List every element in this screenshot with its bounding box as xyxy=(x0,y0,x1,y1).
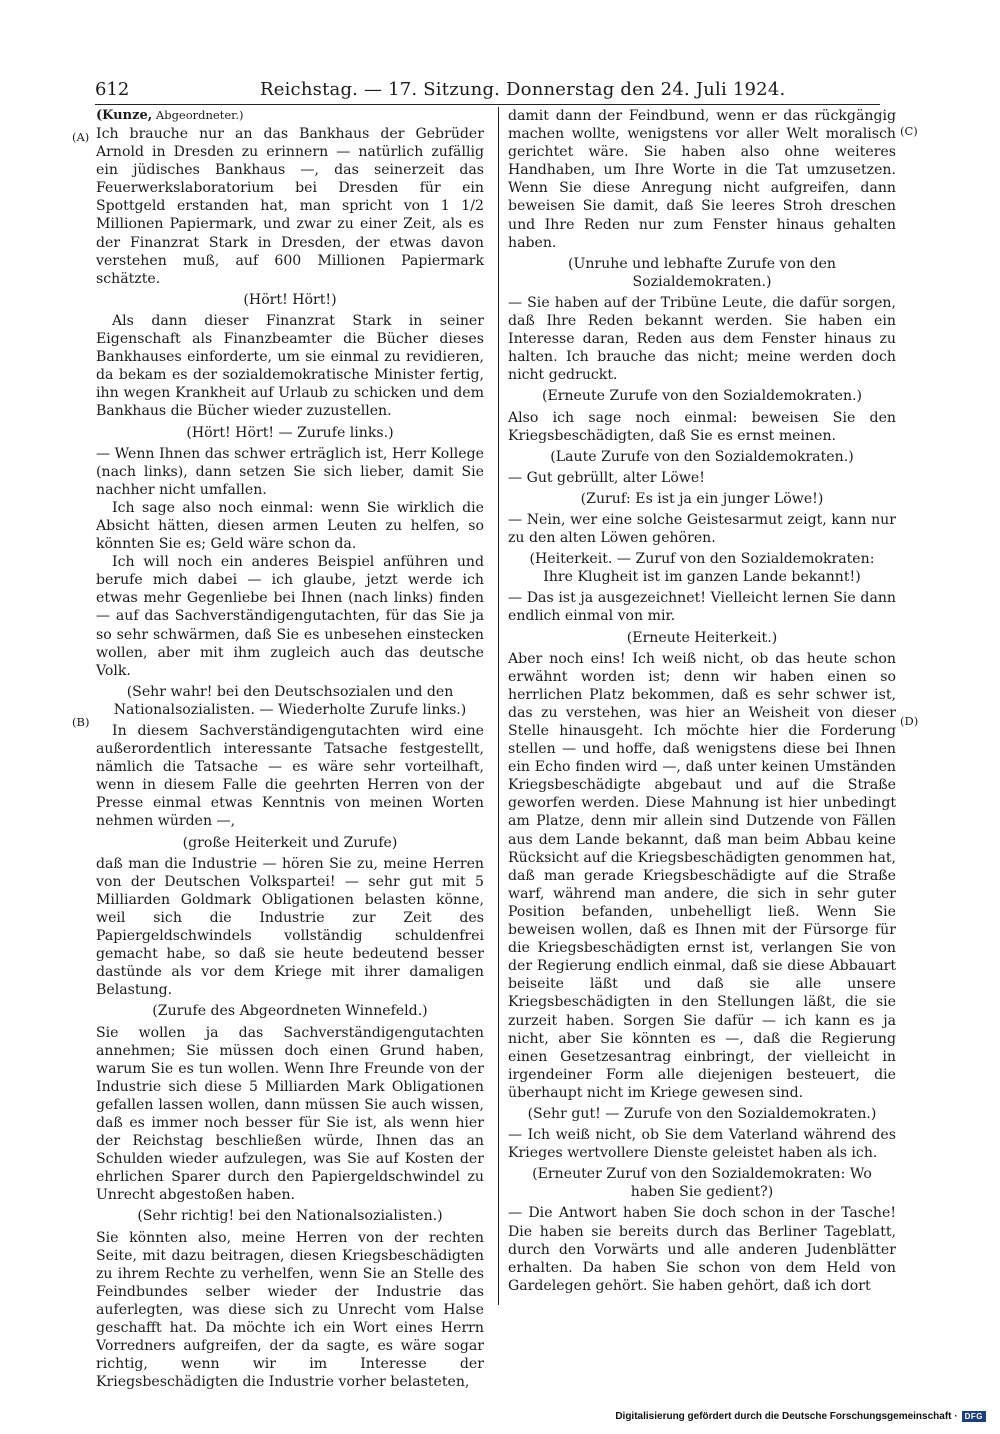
paragraph: — Nein, wer eine solche Geistesarmut zeigt, kann nur zu den alten Löwen gehören. xyxy=(508,511,896,547)
column-divider xyxy=(498,107,499,1305)
interjection: (Zurufe des Abgeordneten Winnefeld.) xyxy=(152,1003,428,1020)
dfg-logo: DFG xyxy=(962,1411,986,1422)
margin-marker-a: (A) xyxy=(72,130,90,144)
paragraph: — Gut gebrüllt, alter Löwe! xyxy=(508,469,705,486)
digitization-credit xyxy=(615,1411,986,1422)
running-title: Reichstag. — 17. Sitzung. Donnerstag den 24. Juli 1924. xyxy=(260,79,786,100)
interjection: (Sehr wahr! bei den Deutschsozialen und den Nationalsozialisten. — Wiederholte Zurufe links.) xyxy=(113,683,467,718)
paragraph: Sie könnten also, meine Herren von der rechten Seite, mit dazu beitragen, diesen Kriegsbeschädigten zu ihrem Rechte zu verhelfen, wenn Sie an Stelle des Feindbundes selber wieder der Industrie das auferlegten, was diese sich zu Unrecht vom Halse geschafft hat. Da möchte ich ein Wort eines Herrn Vorredners aufgreifen, der da sagte, es wäre sogar richtig, wenn wir im Interesse der Kriegsbeschädigten die Industrie vorher belasteten, xyxy=(96,1229,484,1391)
paragraph: — Das ist ja ausgezeichnet! Vielleicht lernen Sie dann endlich einmal von mir. xyxy=(508,590,896,625)
speaker-line xyxy=(96,107,484,124)
paragraph: Also ich sage noch einmal: beweisen Sie den Kriegsbeschädigten, daß Sie es ernst meinen. xyxy=(508,409,896,444)
interjection: (Erneute Heiterkeit.) xyxy=(626,629,778,646)
interjection: (Laute Zurufe von den Sozialdemokraten.) xyxy=(550,448,854,465)
interjection: (Erneute Zurufe von den Sozialdemokraten.) xyxy=(541,388,863,405)
margin-marker-b: (B) xyxy=(72,715,90,729)
page-header xyxy=(95,78,880,105)
interjection: (Heiterkeit. — Zuruf von den Sozialdemokraten: Ihre Klugheit ist im ganzen Lande bekannt!) xyxy=(529,551,875,586)
left-column xyxy=(96,107,484,1391)
interjection: (Sehr gut! — Zurufe von den Sozialdemokraten.) xyxy=(527,1105,877,1122)
paragraph: Sie wollen ja das Sachverständigengutachten annehmen; Sie müssen doch einen Grund haben, warum Sie es tun wollen. Wenn Ihre Freunde von der Industrie sich diese 5 Milliarden Mark Obligationen gefallen lassen wollen, dann müssen Sie auch wissen, daß es immer noch besser für Sie ist, als wenn hier der Reichstag beschließen würde, Ihnen das an Schulden wieder aufzulegen, was Sie auf Kosten der ehrlichen Sparer durch den Papiergeldschwindel zu Unrecht abgestoßen haben. xyxy=(96,1024,484,1204)
interjection: (große Heiterkeit und Zurufe) xyxy=(182,834,398,851)
page-number: 612 xyxy=(95,79,130,100)
interjection: (Erneuter Zuruf von den Sozialdemokraten: Wo haben Sie gedient?) xyxy=(532,1166,872,1201)
speaker-role: Abgeordneter.) xyxy=(155,108,244,122)
right-column xyxy=(508,107,896,1295)
margin-marker-c: (C) xyxy=(900,124,918,138)
paragraph: Ich will noch ein anderes Beispiel anführen und berufe mich dabei — ich glaube, jetzt werde ich etwas mehr Gegenliebe bei Ihnen (nach links) finden — auf das Sachverständigengutachten, für das Sie ja so sehr schwärmen, daß Sie es unbesehen einstecken wollen, aber mit ihm zugleich auch das deutsche Volk. xyxy=(96,554,484,679)
interjection: (Hört! Hört!) xyxy=(243,291,337,308)
paragraph: damit dann der Feindbund, wenn er das rückgängig machen wollte, wenigstens vor aller Welt moralisch gerichtet wäre. Sie haben also ohne weiteres Handhaben, um Ihre Worte in die Tat umzusetzen. Wenn Sie diese Anregung nicht aufgreifen, dann beweisen Sie damit, daß Sie leeres Stroh dreschen und Ihre Reden nur zum Fenster hinaus gehalten haben. xyxy=(508,108,896,251)
interjection: (Zuruf: Es ist ja ein junger Löwe!) xyxy=(580,490,824,507)
credit-text: Digitalisierung gefördert durch die Deutsche Forschungsgemeinschaft · xyxy=(615,1411,958,1422)
interjection: (Unruhe und lebhafte Zurufe von den Sozialdemokraten.) xyxy=(567,255,837,290)
paragraph: — Wenn Ihnen das schwer erträglich ist, Herr Kollege (nach links), dann setzen Sie sich lieber, damit Sie nachher nicht umfallen. xyxy=(96,445,484,498)
paragraph: — Die Antwort haben Sie doch schon in der Tasche! Die haben sie bereits durch das Berliner Tageblatt, durch den Vorwärts und alle anderen Judenblätter erhalten. Da haben Sie schon von dem Held von Gardelegen gehört. Sie haben gehört, daß ich dort xyxy=(508,1205,896,1294)
speaker-name: (Kunze, xyxy=(96,108,153,123)
paragraph: — Ich weiß nicht, ob Sie dem Vaterland während des Krieges wertvollere Dienste geleistet haben als ich. xyxy=(508,1127,896,1162)
margin-marker-d: (D) xyxy=(900,714,919,728)
paragraph: — Sie haben auf der Tribüne Leute, die dafür sorgen, daß Ihre Reden bekannt werden. Sie haben ein Interesse daran, Reden aus dem Fenster hinaus zu halten. Ich brauche das nicht; meine werden doch nicht gedruckt. xyxy=(508,294,896,384)
paragraph: Ich brauche nur an das Bankhaus der Gebrüder Arnold in Dresden zu erinnern — natürlich zufällig ein jüdisches Bankhaus —, das seinerzeit das Feuerwerkslaboratorium bei Dresden für ein Spottgeld erstanden hat, man spricht von 1 1/2 Millionen Papiermark, und zwar zu einer Zeit, als es der Finanzrat Stark in Dresden, der etwas davon verstehen muß, auf 600 Millionen Papiermark schätzte. xyxy=(96,126,484,287)
interjection: (Hört! Hört! — Zurufe links.) xyxy=(186,424,394,441)
paragraph: Ich sage also noch einmal: wenn Sie wirklich die Absicht hätten, diesen armen Leuten zu helfen, so könnten Sie es; Geld wäre schon da. xyxy=(96,499,484,553)
paragraph: Als dann dieser Finanzrat Stark in seiner Eigenschaft als Finanzbeamter die Bücher dieses Bankhauses einforderte, um sie einmal zu revidieren, da bekam es der sozialdemokratische Minister fertig, ihn wegen Krankheit auf Urlaub zu schicken und dem Bankhaus die Bücher wieder zuzustellen. xyxy=(96,312,484,420)
paragraph: Aber noch eins! Ich weiß nicht, ob das heute schon erwähnt worden ist; denn wir haben einen so herrlichen Platz bekommen, daß es sehr schwer ist, das zu verstehen, was hier an Weisheit von dieser Stelle hinausgeht. Ich möchte hier die Forderung stellen — und hoffe, daß wenigstens diese bei Ihnen ein Echo finden wird —, daß unter keinen Umständen Kriegsbeschädigte abgebaut und auf die Straße geworfen werden. Diese Mahnung ist hier unbedingt am Platze, denn mir allein sind Dutzende von Fällen aus dem Lande bekannt, daß man beim Abbau keine Rücksicht auf die Kriegsbeschädigten genommen hat, daß man gerade Kriegsbeschädigte auf die Straße warf, während man andere, die sich in sehr guter Position befanden, unbehelligt ließ. Wenn Sie beweisen wollen, daß es Ihnen mit der Fürsorge für die Kriegsbeschädigten ernst ist, verlangen Sie von der Regierung endlich einmal, daß sie diese Abbauart beiseite läßt und daß sie alle unsere Kriegsbeschädigten in den Stellungen läßt, die sie zurzeit haben. Sorgen Sie dafür — ich kann es ja nicht, aber Sie könnten es —, daß die Regierung einen Gesetzesantrag einbringt, der vielleicht in irgendeiner Form alle diejenigen besteuert, die überhaupt nicht im Kriege gewesen sind. xyxy=(508,650,896,1101)
interjection: (Sehr richtig! bei den Nationalsozialisten.) xyxy=(137,1208,443,1225)
paragraph: daß man die Industrie — hören Sie zu, meine Herren von der Deutschen Volkspartei! — sehr gut mit 5 Milliarden Goldmark Obligationen belasten könne, weil sich die Industrie zur Zeit des Papiergeldschwindels vollständig schuldenfrei gemacht habe, so daß sie heute bedeutend besser dastünde als vor dem Kriege mit ihrer damaligen Belastung. xyxy=(96,855,484,999)
paragraph: In diesem Sachverständigengutachten wird eine außerordentlich interessante Tatsache festgestellt, nämlich die Tatsache — es wäre sehr vorteilhaft, wenn in diesem Falle die geehrten Herren von der Presse einmal etwas Kenntnis von meinen Worten nehmen würden —, xyxy=(96,723,484,830)
